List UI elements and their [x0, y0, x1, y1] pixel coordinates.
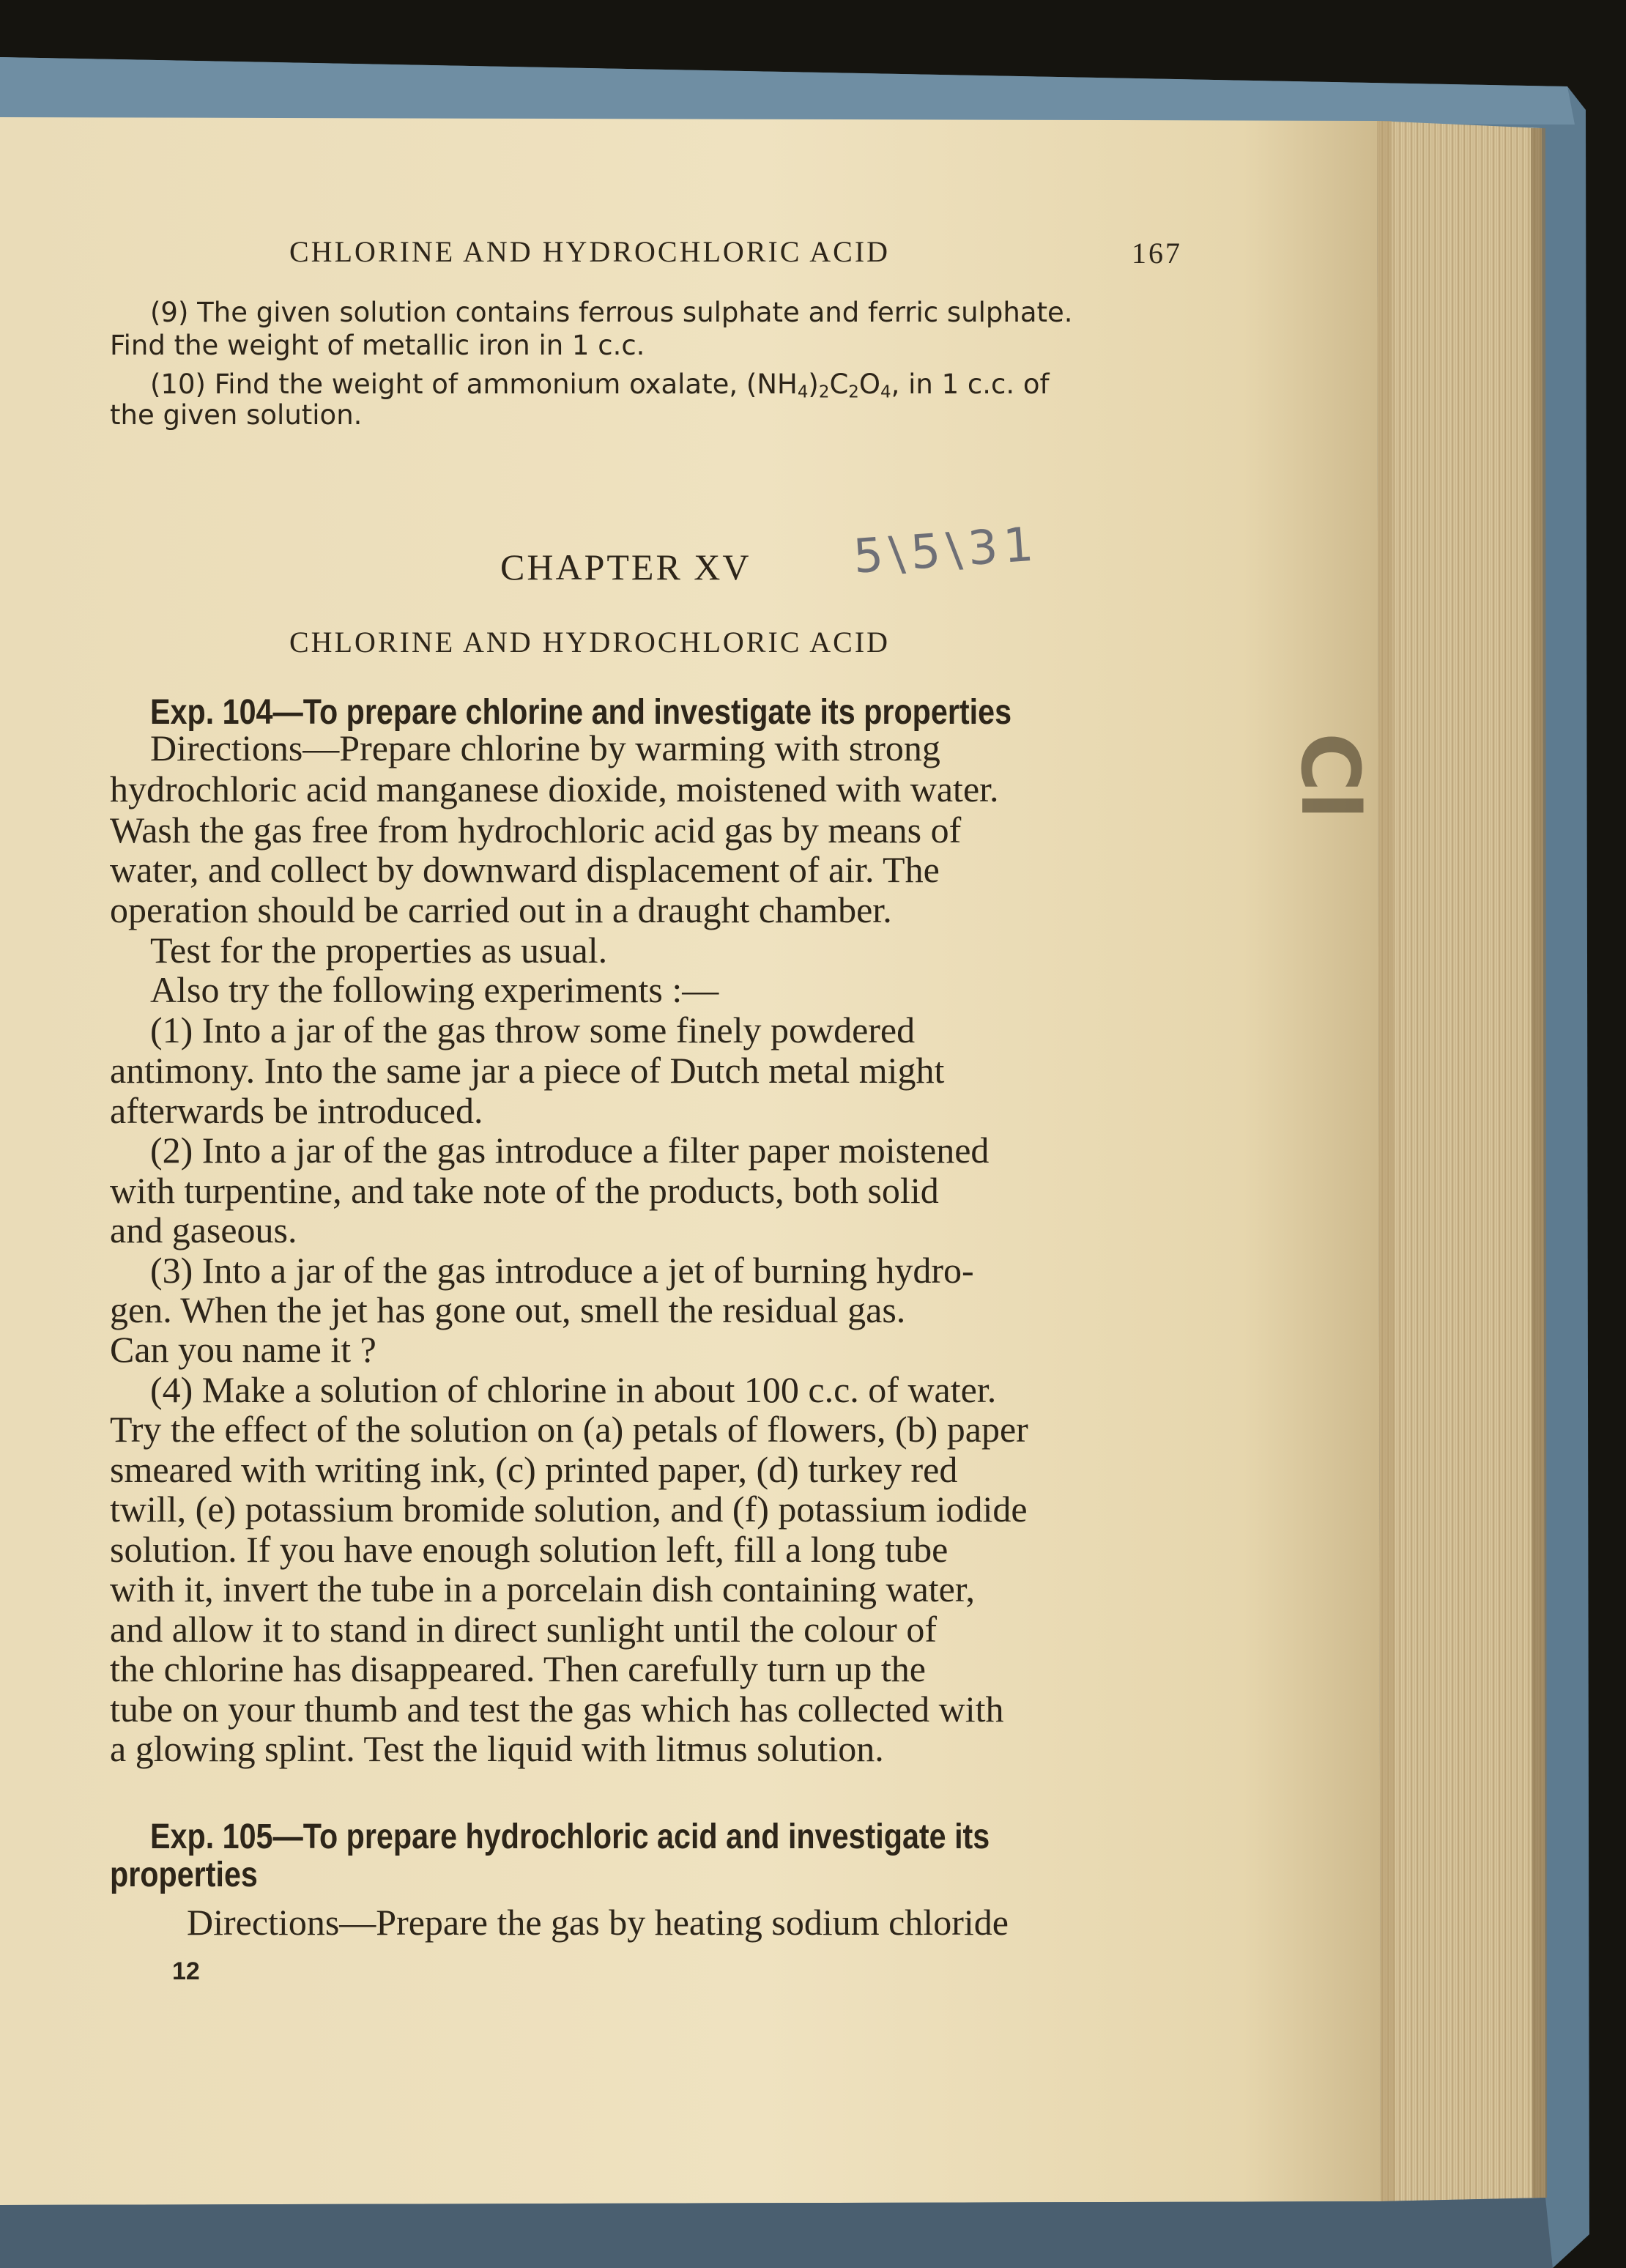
exp-104-line-18: Try the effect of the solution on (a) petals of flowers, (b) paper: [110, 1409, 1028, 1450]
exp-104-line-17: (4) Make a solution of chlorine in about 100 c.c. of water.: [150, 1369, 997, 1410]
exp-104-line-15: gen. When the jet has gone out, smell the residual gas.: [110, 1289, 906, 1330]
chapter-title: CHAPTER XV: [500, 546, 751, 588]
exp-104-line-5: operation should be carried out in a draught chamber.: [110, 889, 892, 930]
exercise-10-text-end: , in 1 c.c. of: [891, 368, 1050, 400]
exp-104-line-23: and allow it to stand in direct sunlight until the colour of: [110, 1609, 937, 1650]
formula-part: C: [829, 368, 849, 400]
exp-105-line-1: Directions—Prepare the gas by heating sodium chloride: [187, 1902, 1009, 1943]
exp-104-heading: Exp. 104—To prepare chlorine and investigate its properties: [150, 693, 1012, 732]
exp-104-line-2: hydrochloric acid manganese dioxide, moistened with water.: [110, 768, 999, 809]
exp-104-line-9: antimony. Into the same jar a piece of Dutch metal might: [110, 1050, 945, 1091]
subscript: 4: [880, 382, 891, 402]
exp-104-line-12: with turpentine, and take note of the products, both solid: [110, 1170, 939, 1211]
exp-104-line-21: solution. If you have enough solution left, fill a long tube: [110, 1529, 948, 1570]
exp-104-line-4: water, and collect by downward displacement of air. The: [110, 849, 940, 890]
page-number: 167: [1132, 237, 1182, 270]
exp-104-line-8: (1) Into a jar of the gas throw some finely powdered: [150, 1009, 916, 1050]
exp-104-line-26: a glowing splint. Test the liquid with litmus solution.: [110, 1728, 884, 1769]
subscript: 4: [797, 382, 809, 402]
exp-105-heading-line-1: Exp. 105—To prepare hydrochloric acid and investigate its: [150, 1817, 990, 1856]
exp-104-line-10: afterwards be introduced.: [110, 1090, 483, 1131]
exercise-10-text: (10) Find the weight of ammonium oxalate, (NH: [150, 368, 798, 400]
directions-line: Directions—Prepare chlorine by warming with strong: [150, 727, 940, 768]
subscript: 2: [818, 382, 830, 402]
formula-part: ): [808, 368, 819, 400]
exp-104-line-19: smeared with writing ink, (c) printed paper, (d) turkey red: [110, 1449, 958, 1490]
exercise-10-line-2: the given solution.: [110, 399, 363, 431]
exp-104-line-14: (3) Into a jar of the gas introduce a jet of burning hydro-: [150, 1250, 974, 1291]
edge-handwriting: Cl: [1283, 733, 1377, 820]
exp-104-line-11: (2) Into a jar of the gas introduce a filter paper moistened: [150, 1130, 990, 1171]
exp-104-line-20: twill, (e) potassium bromide solution, and (f) potassium iodide: [110, 1489, 1028, 1530]
subscript: 2: [848, 382, 859, 402]
exp-104-line-7: Also try the following experiments :—: [150, 969, 719, 1010]
exercise-9-line-1: (9) The given solution contains ferrous sulphate and ferric sulphate.: [150, 297, 1073, 328]
signature-mark: 12: [172, 1957, 200, 1985]
running-title: CHLORINE AND HYDROCHLORIC ACID: [289, 235, 891, 268]
exp-104-line-3: Wash the gas free from hydrochloric acid gas by means of: [110, 809, 962, 850]
formula-part: O: [858, 368, 881, 400]
chapter-subtitle: CHLORINE AND HYDROCHLORIC ACID: [289, 626, 891, 659]
exp-104-line-13: and gaseous.: [110, 1209, 297, 1250]
exercise-9-line-2: Find the weight of metallic iron in 1 c.c.: [110, 330, 645, 361]
exp-104-line-24: the chlorine has disappeared. Then carefully turn up the: [110, 1648, 926, 1689]
exercise-10-line-1: [150, 368, 1050, 400]
handwritten-date: 5\5\31: [851, 517, 1042, 585]
exp-105-heading-line-2: properties: [110, 1856, 258, 1894]
exp-104-line-25: tube on your thumb and test the gas which has collected with: [110, 1689, 1004, 1730]
exp-104-line-1: [150, 727, 1170, 769]
exp-104-line-22: with it, invert the tube in a porcelain dish containing water,: [110, 1568, 976, 1609]
exp-104-line-6: Test for the properties as usual.: [150, 930, 608, 971]
exp-104-line-16: Can you name it ?: [110, 1329, 376, 1370]
